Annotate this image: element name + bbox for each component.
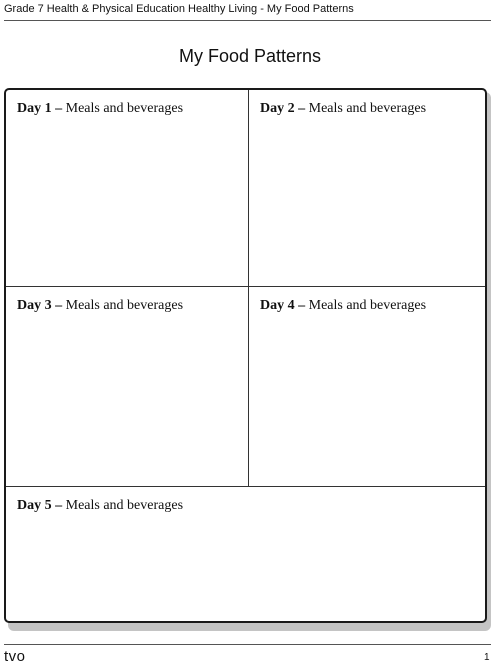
day-3-cell[interactable] [6,287,249,487]
day-4-cell[interactable] [249,287,485,487]
day-2-heading: Day 2 – [260,101,306,116]
day-4-heading: Day 4 – [260,298,306,313]
day-2-description: Meals and beverages [308,101,427,116]
day-1-heading: Day 1 – [17,101,63,116]
food-patterns-table [4,88,487,623]
footer-divider [4,644,491,645]
day-5-heading: Day 5 – [17,498,63,513]
day-5-description: Meals and beverages [65,498,184,513]
day-4-description: Meals and beverages [308,298,427,313]
page-number: 1 [484,652,490,663]
day-2-label [260,100,426,118]
day-1-label [17,100,183,118]
day-3-heading: Day 3 – [17,298,63,313]
day-2-cell[interactable] [249,90,485,287]
header-divider [4,20,491,21]
tvo-logo: tvo [4,648,26,665]
day-4-label [260,297,426,315]
page-title: My Food Patterns [178,46,322,66]
day-5-cell[interactable] [6,487,485,621]
day-5-label [17,497,183,515]
document-header: Grade 7 Health & Physical Education Healthy Living - My Food Patterns [4,3,354,15]
day-1-cell[interactable] [6,90,249,287]
day-3-description: Meals and beverages [65,298,184,313]
day-3-label [17,297,183,315]
day-1-description: Meals and beverages [65,101,184,116]
